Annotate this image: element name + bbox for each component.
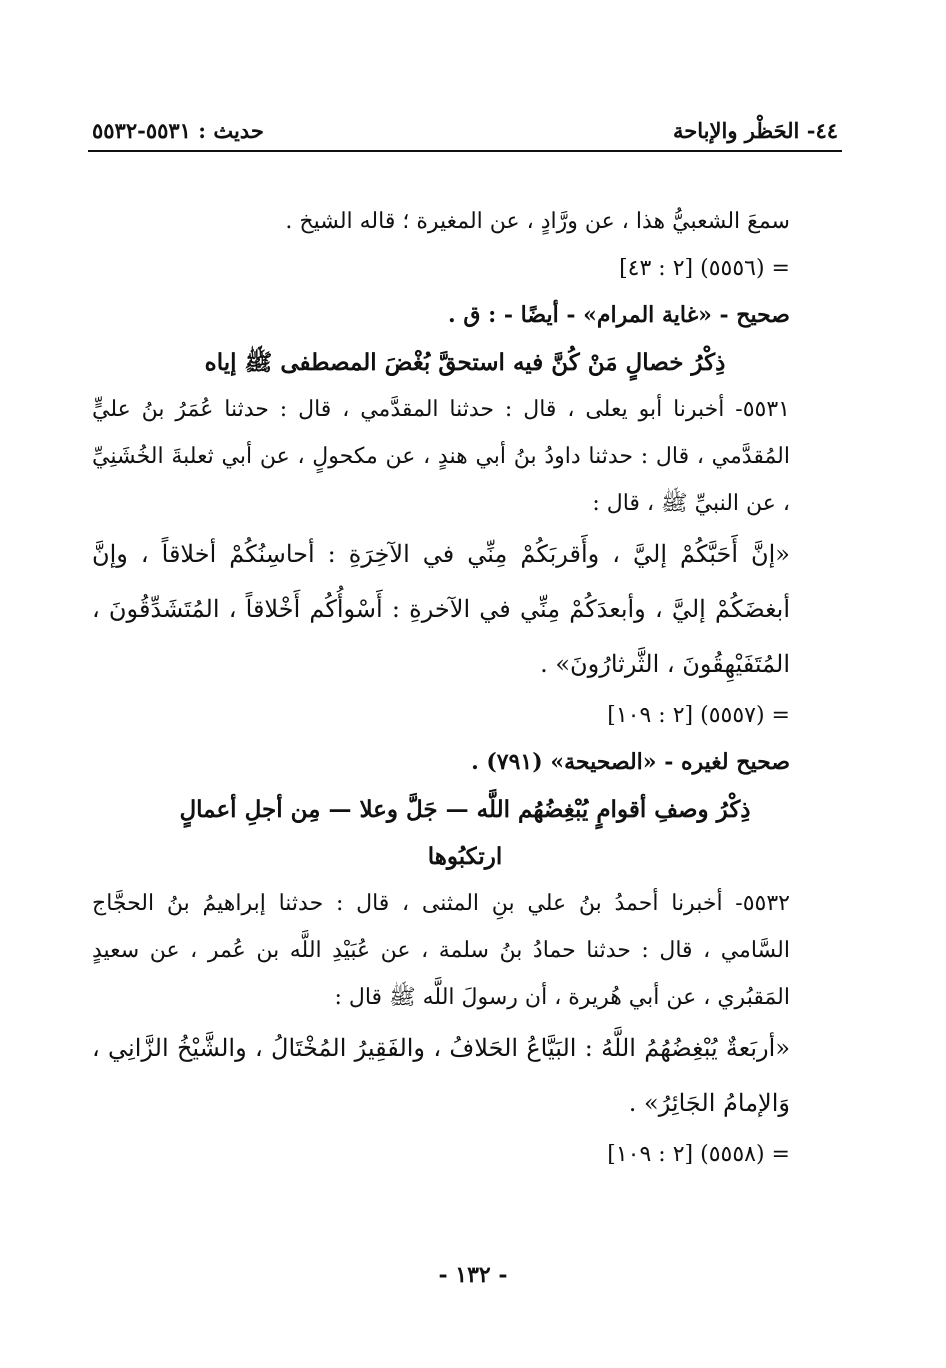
reference-3: = (٥٥٥٨) [٢ : ١٠٩] (607, 1142, 790, 1167)
page-body (92, 198, 838, 1178)
section-heading-2: ذِكْرُ وصفِ أقوامٍ يُبْغِضُهُم اللَّه — جَلَّ وعلا — مِن أجلِ أعمالٍ ارتكبُوها (179, 796, 751, 870)
grade-1: صحيح - «غاية المرام» - أيضًا - : ق . (448, 302, 790, 328)
hadith-range: حديث : ٥٥٣١-٥٥٣٢ (92, 117, 264, 143)
paragraph-1: سمعَ الشعبيُّ هذا ، عن ورَّادٍ ، عن المغيرة ؛ قاله الشيخ . (285, 209, 790, 234)
grade-2: صحيح لغيره - «الصحيحة» (٧٩١) . (471, 749, 790, 775)
header-rule (88, 150, 842, 152)
page-number: - ١٣٢ - (438, 1262, 508, 1288)
paragraph-3: ٥٥٣٢- أخبرنا أحمدُ بنُ علي بنِ المثنى ، قال : حدثنا إبراهيمُ بنُ الحجَّاج السَّامي ، قال : حدثنا حمادُ بنُ سلمة ، عن عُبَيْدِ اللَّه بن عُمر ، عن سعيدٍ المَقبُري ، عن أبي هُريرة ، أن رسولَ اللَّه ﷺ قال : (92, 891, 790, 1010)
hadith-text-2: «أربَعةٌ يُبْغِضُهُمُ اللَّهُ : البَيَّاعُ الحَلافُ ، والفَقِيرُ المُخْتَالُ ، والشَّيْخُ الزَّانِي ، وَالإمامُ الجَائِرُ» . (92, 1034, 790, 1117)
running-header (92, 112, 838, 148)
section-heading-1: ذِكْرُ خصالٍ مَنْ كُنَّ فيه استحقَّ بُغْضَ المصطفى ﷺ إياه (204, 349, 726, 376)
chapter-title: ٤٤- الحَظْر والإباحة (673, 117, 838, 143)
paragraph-2: ٥٥٣١- أخبرنا أبو يعلى ، قال : حدثنا المقدَّمي ، قال : حدثنا عُمَرُ بنُ عليٍّ المُقدَّمي ، قال : حدثنا داودُ بنُ أبي هندٍ ، عن مكحولٍ ، عن أبي ثعلبةَ الخُشَنِيِّ ، عن النبيِّ ﷺ ، قال : (92, 397, 790, 516)
reference-1: = (٥٥٥٦) [٢ : ٤٣] (619, 256, 790, 281)
reference-2: = (٥٥٥٧) [٢ : ١٠٩] (607, 703, 790, 728)
hadith-text-1: «إنَّ أَحَبَّكُمْ إليَّ ، وأَقربَكُمْ مِنِّي في الآخِرَةِ : أحاسِنُكُمْ أخلاقاً ، وإنَّ أبغضَكُمْ إليَّ ، وأبعدَكُمْ مِنِّي في الآخرةِ : أَسْوأُكُم أَخْلاقاً ، المُتَشَدِّقُونَ ، المُتَفَيْهِقُونَ ، الثَّرثارُونَ» . (92, 540, 790, 678)
